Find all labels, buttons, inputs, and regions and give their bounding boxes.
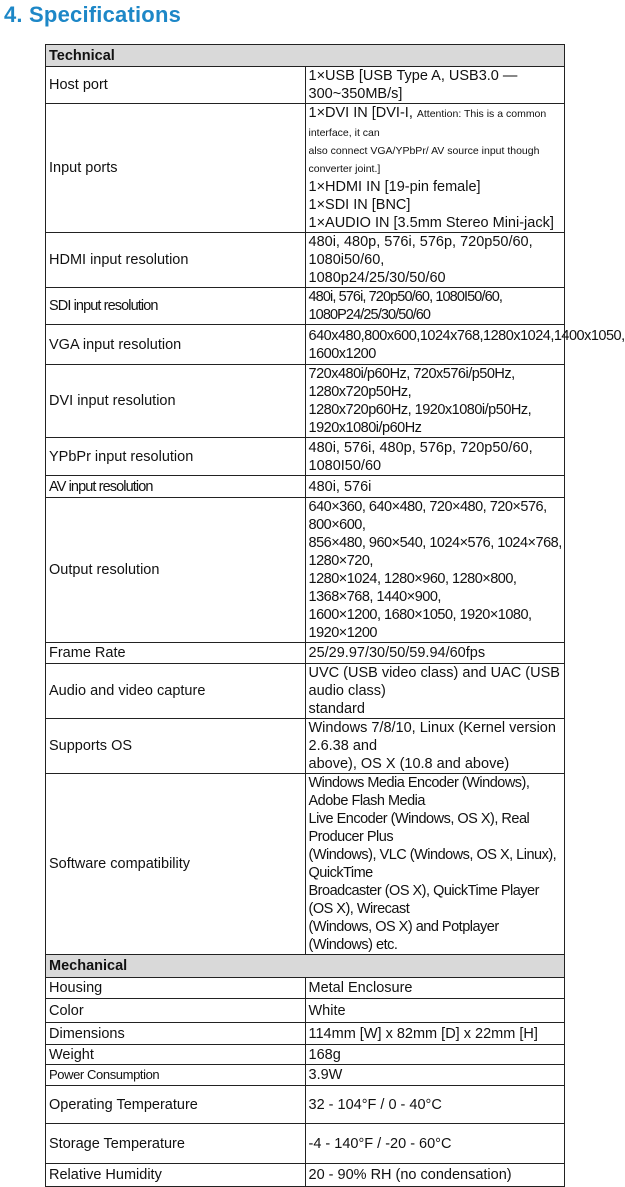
- spec-row-av-input-resolution: [46, 476, 565, 498]
- value-line: 1×SDI IN [BNC]: [308, 197, 411, 213]
- spec-label: Dimensions: [46, 1023, 306, 1045]
- spec-row-dimensions: [46, 1023, 565, 1045]
- value-line: 1×AUDIO IN [3.5mm Stereo Mini-jack]: [308, 215, 554, 231]
- spec-label: SDI input resolution: [46, 288, 306, 325]
- spec-label: Host port: [46, 67, 306, 104]
- value-line: Metal Enclosure: [308, 980, 413, 996]
- spec-row-relative-humidity: [46, 1164, 565, 1187]
- spec-row-weight: [46, 1045, 565, 1065]
- spec-row-input-ports: [46, 104, 565, 233]
- spec-value: [305, 1065, 565, 1086]
- spec-label: Frame Rate: [46, 643, 306, 664]
- spec-value: [305, 498, 565, 643]
- spec-row-output-resolution: [46, 498, 565, 643]
- spec-row-supports-os: [46, 719, 565, 774]
- value-line: Live Encoder (Windows, OS X), Real Producer Plus: [308, 811, 530, 845]
- spec-label: Relative Humidity: [46, 1164, 306, 1187]
- spec-value: [305, 643, 565, 664]
- spec-label: Storage Temperature: [46, 1124, 306, 1164]
- value-line: 856×480, 960×540, 1024×576, 1024×768, 1280×720,: [308, 535, 562, 569]
- section-heading: Mechanical: [46, 955, 565, 978]
- spec-label: Audio and video capture: [46, 664, 306, 719]
- spec-label: Housing: [46, 978, 306, 999]
- value-line: 720x480i/p60Hz, 720x576i/p50Hz, 1280x720p50Hz,: [308, 366, 515, 400]
- spec-label: Power Consumption: [46, 1065, 306, 1086]
- spec-label: VGA input resolution: [46, 325, 306, 365]
- spec-label: Input ports: [46, 104, 306, 233]
- spec-label: Output resolution: [46, 498, 306, 643]
- spec-label: Color: [46, 999, 306, 1023]
- spec-value: [305, 664, 565, 719]
- value-line: UVC (USB video class) and UAC (USB audio class): [308, 665, 560, 699]
- page-title: 4. Specifications: [4, 2, 182, 27]
- spec-value: [305, 1023, 565, 1045]
- spec-row-software-compatibility: [46, 774, 565, 955]
- spec-value: [305, 1124, 565, 1164]
- spec-value: [305, 999, 565, 1023]
- value-line: standard: [308, 701, 365, 717]
- value-line: White: [308, 1002, 346, 1019]
- value-line: above), OS X (10.8 and above): [308, 756, 510, 772]
- spec-label: YPbPr input resolution: [46, 438, 306, 476]
- spec-label: HDMI input resolution: [46, 233, 306, 288]
- spec-value: [305, 476, 565, 498]
- section-header-mechanical: [46, 955, 565, 978]
- value-line: 25/29.97/30/50/59.94/60fps: [308, 645, 486, 661]
- spec-value: [305, 438, 565, 476]
- value-line: 114mm [W] x 82mm [D] x 22mm [H]: [308, 1025, 538, 1042]
- value-line: 3.9W: [308, 1067, 343, 1083]
- spec-row-ypbpr-input-resolution: [46, 438, 565, 476]
- value-line: 1×USB [USB Type A, USB3.0 — 300~350MB/s]: [308, 68, 518, 102]
- value-line: Broadcaster (OS X), QuickTime Player (OS X), Wirecast: [308, 883, 539, 917]
- spec-row-frame-rate: [46, 643, 565, 664]
- spec-label: Weight: [46, 1045, 306, 1065]
- spec-label: DVI input resolution: [46, 365, 306, 438]
- value-line: 480i, 576i, 480p, 576p, 720p50/60, 1080I50/60: [308, 439, 533, 474]
- spec-value: [305, 325, 625, 365]
- value-line: (Windows, OS X) and Potplayer (Windows) etc.: [308, 919, 499, 953]
- spec-value: [305, 233, 565, 288]
- value-line: 1280×1024, 1280×960, 1280×800, 1368×768, 1440×900,: [308, 571, 517, 605]
- spec-row-sdi-input-resolution: [46, 288, 565, 325]
- spec-row-dvi-input-resolution: [46, 365, 565, 438]
- spec-value: [305, 978, 565, 999]
- spec-row-host-port: [46, 67, 565, 104]
- value-line: 1×DVI IN [DVI-I,: [308, 105, 417, 121]
- value-line: Windows Media Encoder (Windows), Adobe Flash Media: [308, 775, 530, 809]
- spec-value: [305, 1086, 565, 1124]
- value-line: 1×HDMI IN [19-pin female]: [308, 179, 481, 195]
- spec-value: [305, 1045, 565, 1065]
- value-line: 168g: [308, 1046, 341, 1063]
- value-line: 480i, 576i, 720p50/60, 1080I50/60, 1080P24/25/30/50/60: [308, 289, 503, 323]
- section-heading: Technical: [46, 45, 565, 67]
- spec-row-housing: [46, 978, 565, 999]
- value-line: 1280x720p60Hz, 1920x1080i/p50Hz, 1920x1080i/p60Hz: [308, 402, 532, 436]
- value-line: -4 - 140°F / -20 - 60°C: [308, 1135, 452, 1152]
- spec-row-vga-input-resolution: [46, 325, 565, 365]
- specifications-table: [45, 44, 625, 1187]
- spec-row-color: [46, 999, 565, 1023]
- value-line: 480i, 576i: [308, 478, 372, 495]
- attention-note: Attention: This is a common interface, it can: [308, 108, 547, 139]
- spec-value: [305, 774, 565, 955]
- spec-value: [305, 67, 565, 104]
- value-line: 1600x1200: [308, 345, 376, 362]
- value-line: 32 - 104°F / 0 - 40°C: [308, 1096, 442, 1113]
- spec-label: Software compatibility: [46, 774, 306, 955]
- spec-row-operating-temperature: [46, 1086, 565, 1124]
- value-line: 480i, 480p, 576i, 576p, 720p50/60, 1080i50/60,: [308, 234, 533, 268]
- spec-value: [305, 719, 565, 774]
- spec-label: AV input resolution: [46, 476, 306, 498]
- value-line: 640×360, 640×480, 720×480, 720×576, 800×600,: [308, 499, 547, 533]
- spec-row-audio-video-capture: [46, 664, 565, 719]
- value-line: (Windows), VLC (Windows, OS X, Linux), QuickTime: [308, 847, 557, 881]
- spec-label: Supports OS: [46, 719, 306, 774]
- spec-label: Operating Temperature: [46, 1086, 306, 1124]
- spec-value: [305, 288, 565, 325]
- value-line: also connect VGA/YPbPr/ AV source input though converter joint.]: [308, 145, 540, 175]
- section-header-technical: [46, 45, 565, 67]
- value-line: 1080p24/25/30/50/60: [308, 270, 446, 286]
- spec-value: [305, 1164, 565, 1187]
- spec-row-hdmi-input-resolution: [46, 233, 565, 288]
- value-line: Windows 7/8/10, Linux (Kernel version 2.6.38 and: [308, 720, 556, 754]
- spec-value: [305, 104, 565, 233]
- spec-value: [305, 365, 565, 438]
- value-line: 1600×1200, 1680×1050, 1920×1080, 1920×1200: [308, 607, 532, 641]
- spec-row-power-consumption: [46, 1065, 565, 1086]
- spec-row-storage-temperature: [46, 1124, 565, 1164]
- value-line: 20 - 90% RH (no condensation): [308, 1167, 512, 1183]
- value-line: 640x480,800x600,1024x768,1280x1024,1400x1050,: [308, 327, 625, 344]
